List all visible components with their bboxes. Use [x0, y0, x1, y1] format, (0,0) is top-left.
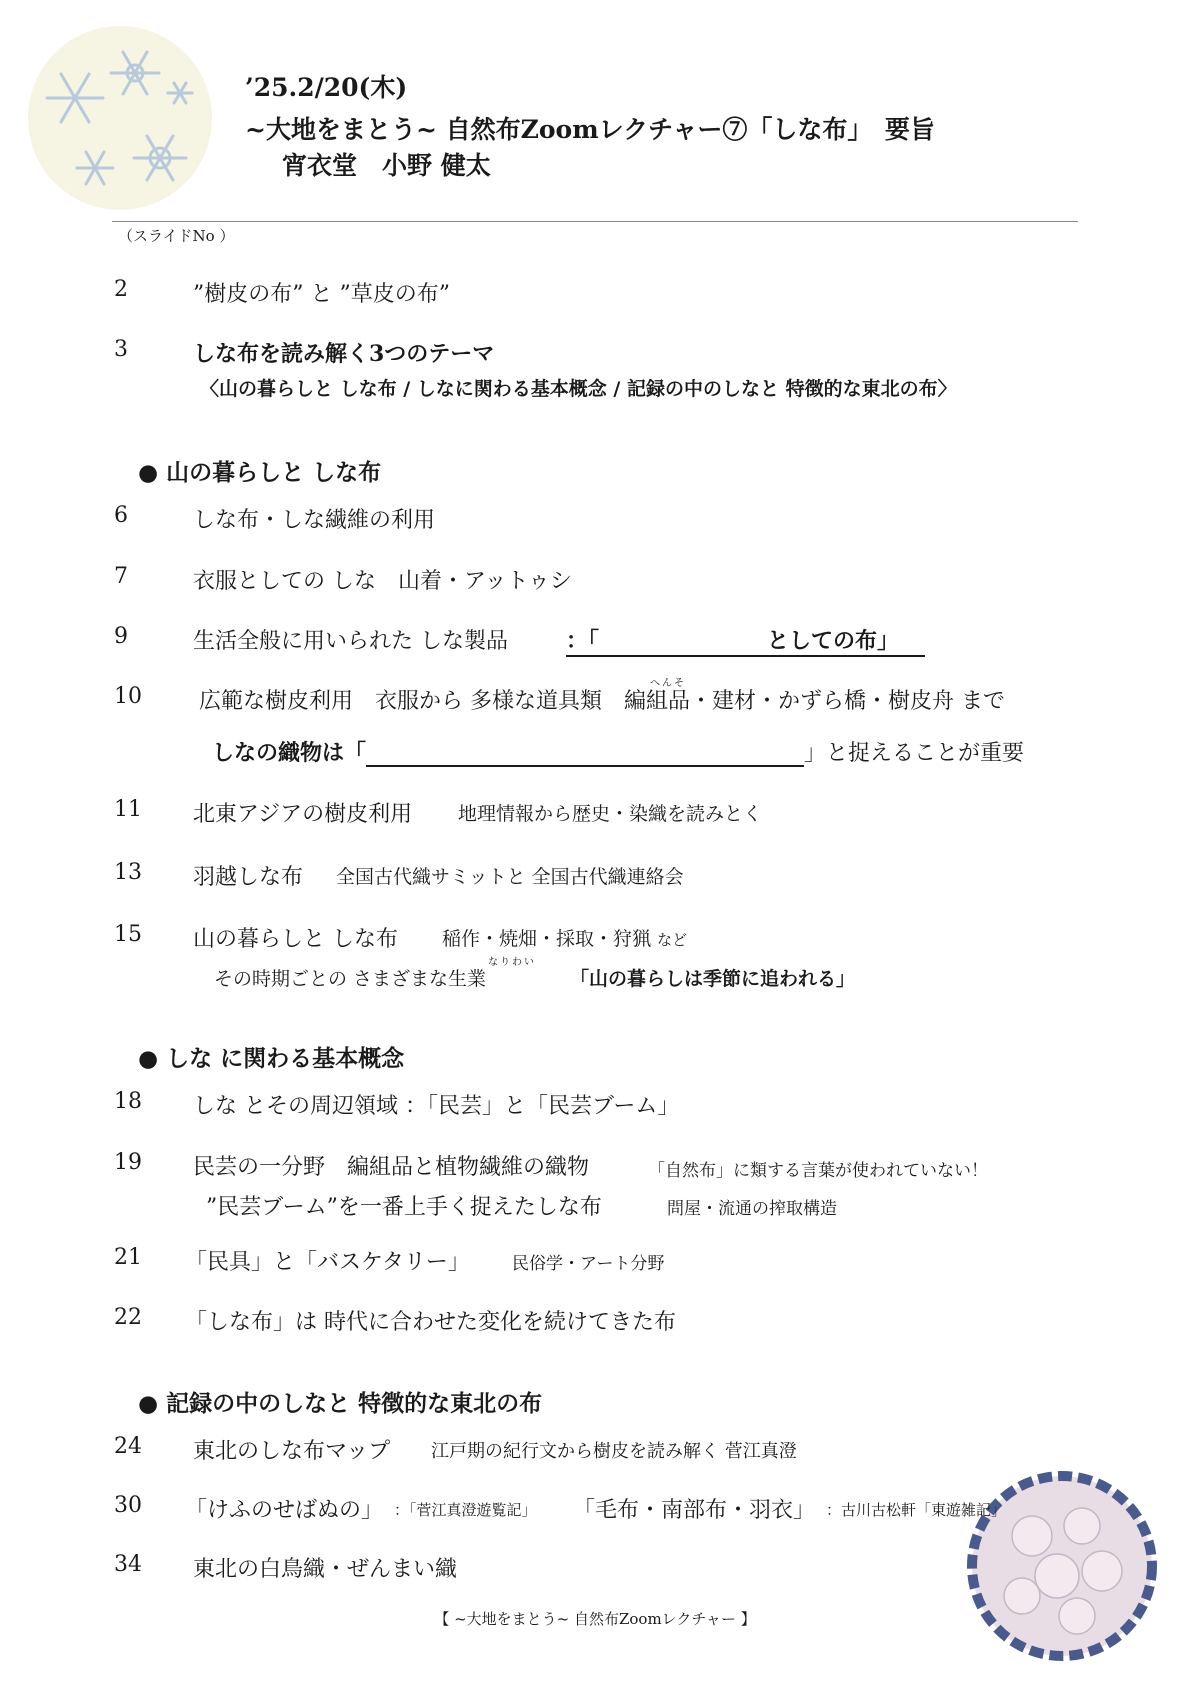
item-text: 「民具」と「バスケタリー」 [185, 1250, 470, 1275]
section-heading: ● しな に関わる基本概念 [138, 1045, 405, 1072]
slide-number: 18 [114, 1089, 142, 1114]
blank-suffix: としての布」 [767, 628, 900, 654]
item-line2 [212, 736, 1024, 767]
flower-decoration [962, 1466, 1162, 1666]
item-note-2: ：古川古松軒「東遊雑記」 [826, 1501, 1007, 1519]
item-text: 衣服としての しな 山着・アットゥシ [193, 569, 572, 594]
item-text-2: 「毛布・南部布・羽衣」 [573, 1498, 816, 1523]
slide-number: 13 [114, 860, 142, 885]
date: ’25.2/20(木) [245, 73, 408, 102]
item-note: 地理情報から歴史・染織を読みとく [458, 803, 763, 825]
item-text: 東北のしな布マップ [193, 1439, 391, 1464]
blank-prefix: しなの織物は「 [212, 740, 367, 766]
author: 宵衣堂 小野 健太 [282, 151, 491, 180]
slide-number: 34 [114, 1552, 142, 1577]
item-text: 「しな布」は 時代に合わせた変化を続けてきた布 [185, 1310, 676, 1335]
item-line2-note: 問屋・流通の搾取構造 [667, 1199, 837, 1219]
slide-number: 15 [114, 922, 142, 947]
slide-number: 11 [114, 797, 142, 822]
slide-number: 2 [114, 277, 128, 302]
item-text: 羽越しな布 [193, 865, 304, 890]
item-text: 広範な樹皮利用 衣服から 多様な道具類 編組品・建材・かずら橋・樹皮舟 まで [199, 689, 1005, 714]
item-text: 山の暮らしと しな布 [193, 927, 398, 952]
slide-number: 9 [114, 624, 128, 649]
item-note: 民俗学・アート分野 [512, 1254, 665, 1274]
blank-suffix: 」と捉えることが重要 [804, 741, 1025, 766]
item-text: 東北の白鳥織・ぜんまい織 [193, 1557, 458, 1582]
ruby-text: なりわい [488, 957, 536, 968]
note-small: など [657, 931, 688, 949]
ruby-text: へんそ [650, 678, 686, 689]
item-note: 「自然布」に類する言葉が使われていない！ [648, 1161, 988, 1181]
item-line2: ”民芸ブーム”を一番上手く捉えたしな布 [206, 1195, 602, 1220]
slide-no-label: （スライドNo ） [118, 227, 235, 245]
item-text: しな布を読み解く3つのテーマ [193, 341, 495, 367]
item-text: 北東アジアの樹皮利用 [193, 802, 413, 827]
item-note [442, 924, 687, 951]
item-line2: その時期ごとの さまざまな生業 [214, 968, 487, 990]
fill-in-blank [566, 624, 925, 657]
item-text: 生活全般に用いられた しな製品 [193, 629, 508, 654]
slide-number: 21 [114, 1245, 142, 1270]
item-line2-bold: 「山の暮らしは季節に追われる」 [570, 968, 856, 990]
item-subtext: 〈山の暮らしと しな布 / しなに関わる基本概念 / 記録の中のしなと 特徴的な東北の布〉 [200, 378, 957, 400]
footer: 【 ~大地をまとう~ 自然布Zoomレクチャー 】 [434, 1610, 756, 1628]
blank-prefix: ：「 [566, 628, 600, 654]
slide-number: 30 [114, 1493, 142, 1518]
slide-number: 3 [114, 337, 128, 362]
slide-number: 6 [114, 503, 128, 528]
slide-number: 19 [114, 1150, 142, 1175]
note-main: 稲作・焼畑・採取・狩猟 [442, 928, 652, 950]
slide-number: 7 [114, 564, 128, 589]
divider [112, 221, 1078, 222]
item-text: しな とその周辺領域 ：「民芸」と「民芸ブーム」 [193, 1094, 680, 1119]
slide-number: 10 [114, 684, 142, 709]
item-note: 江戸期の紀行文から樹皮を読み解く 菅江真澄 [431, 1441, 797, 1462]
slide-number: 24 [114, 1434, 142, 1459]
page-title: ~大地をまとう~ 自然布Zoomレクチャー⑦「しな布」 要旨 [245, 115, 935, 144]
item-text: ”樹皮の布” と ”草皮の布” [193, 282, 450, 307]
item-text: 「けふのせばぬの」 [185, 1498, 384, 1523]
snowflake-decoration [20, 18, 220, 218]
section-heading: ● 記録の中のしなと 特徴的な東北の布 [138, 1390, 543, 1417]
item-note: 全国古代織サミットと 全国古代織連絡会 [336, 866, 684, 888]
section-heading: ● 山の暮らしと しな布 [138, 459, 382, 486]
item-text: しな布・しな繊維の利用 [193, 508, 436, 533]
slide-number: 22 [114, 1305, 142, 1330]
item-text: 民芸の一分野 編組品と植物繊維の織物 [193, 1155, 590, 1180]
item-note: ：「菅江真澄遊覧記」 [394, 1501, 537, 1519]
